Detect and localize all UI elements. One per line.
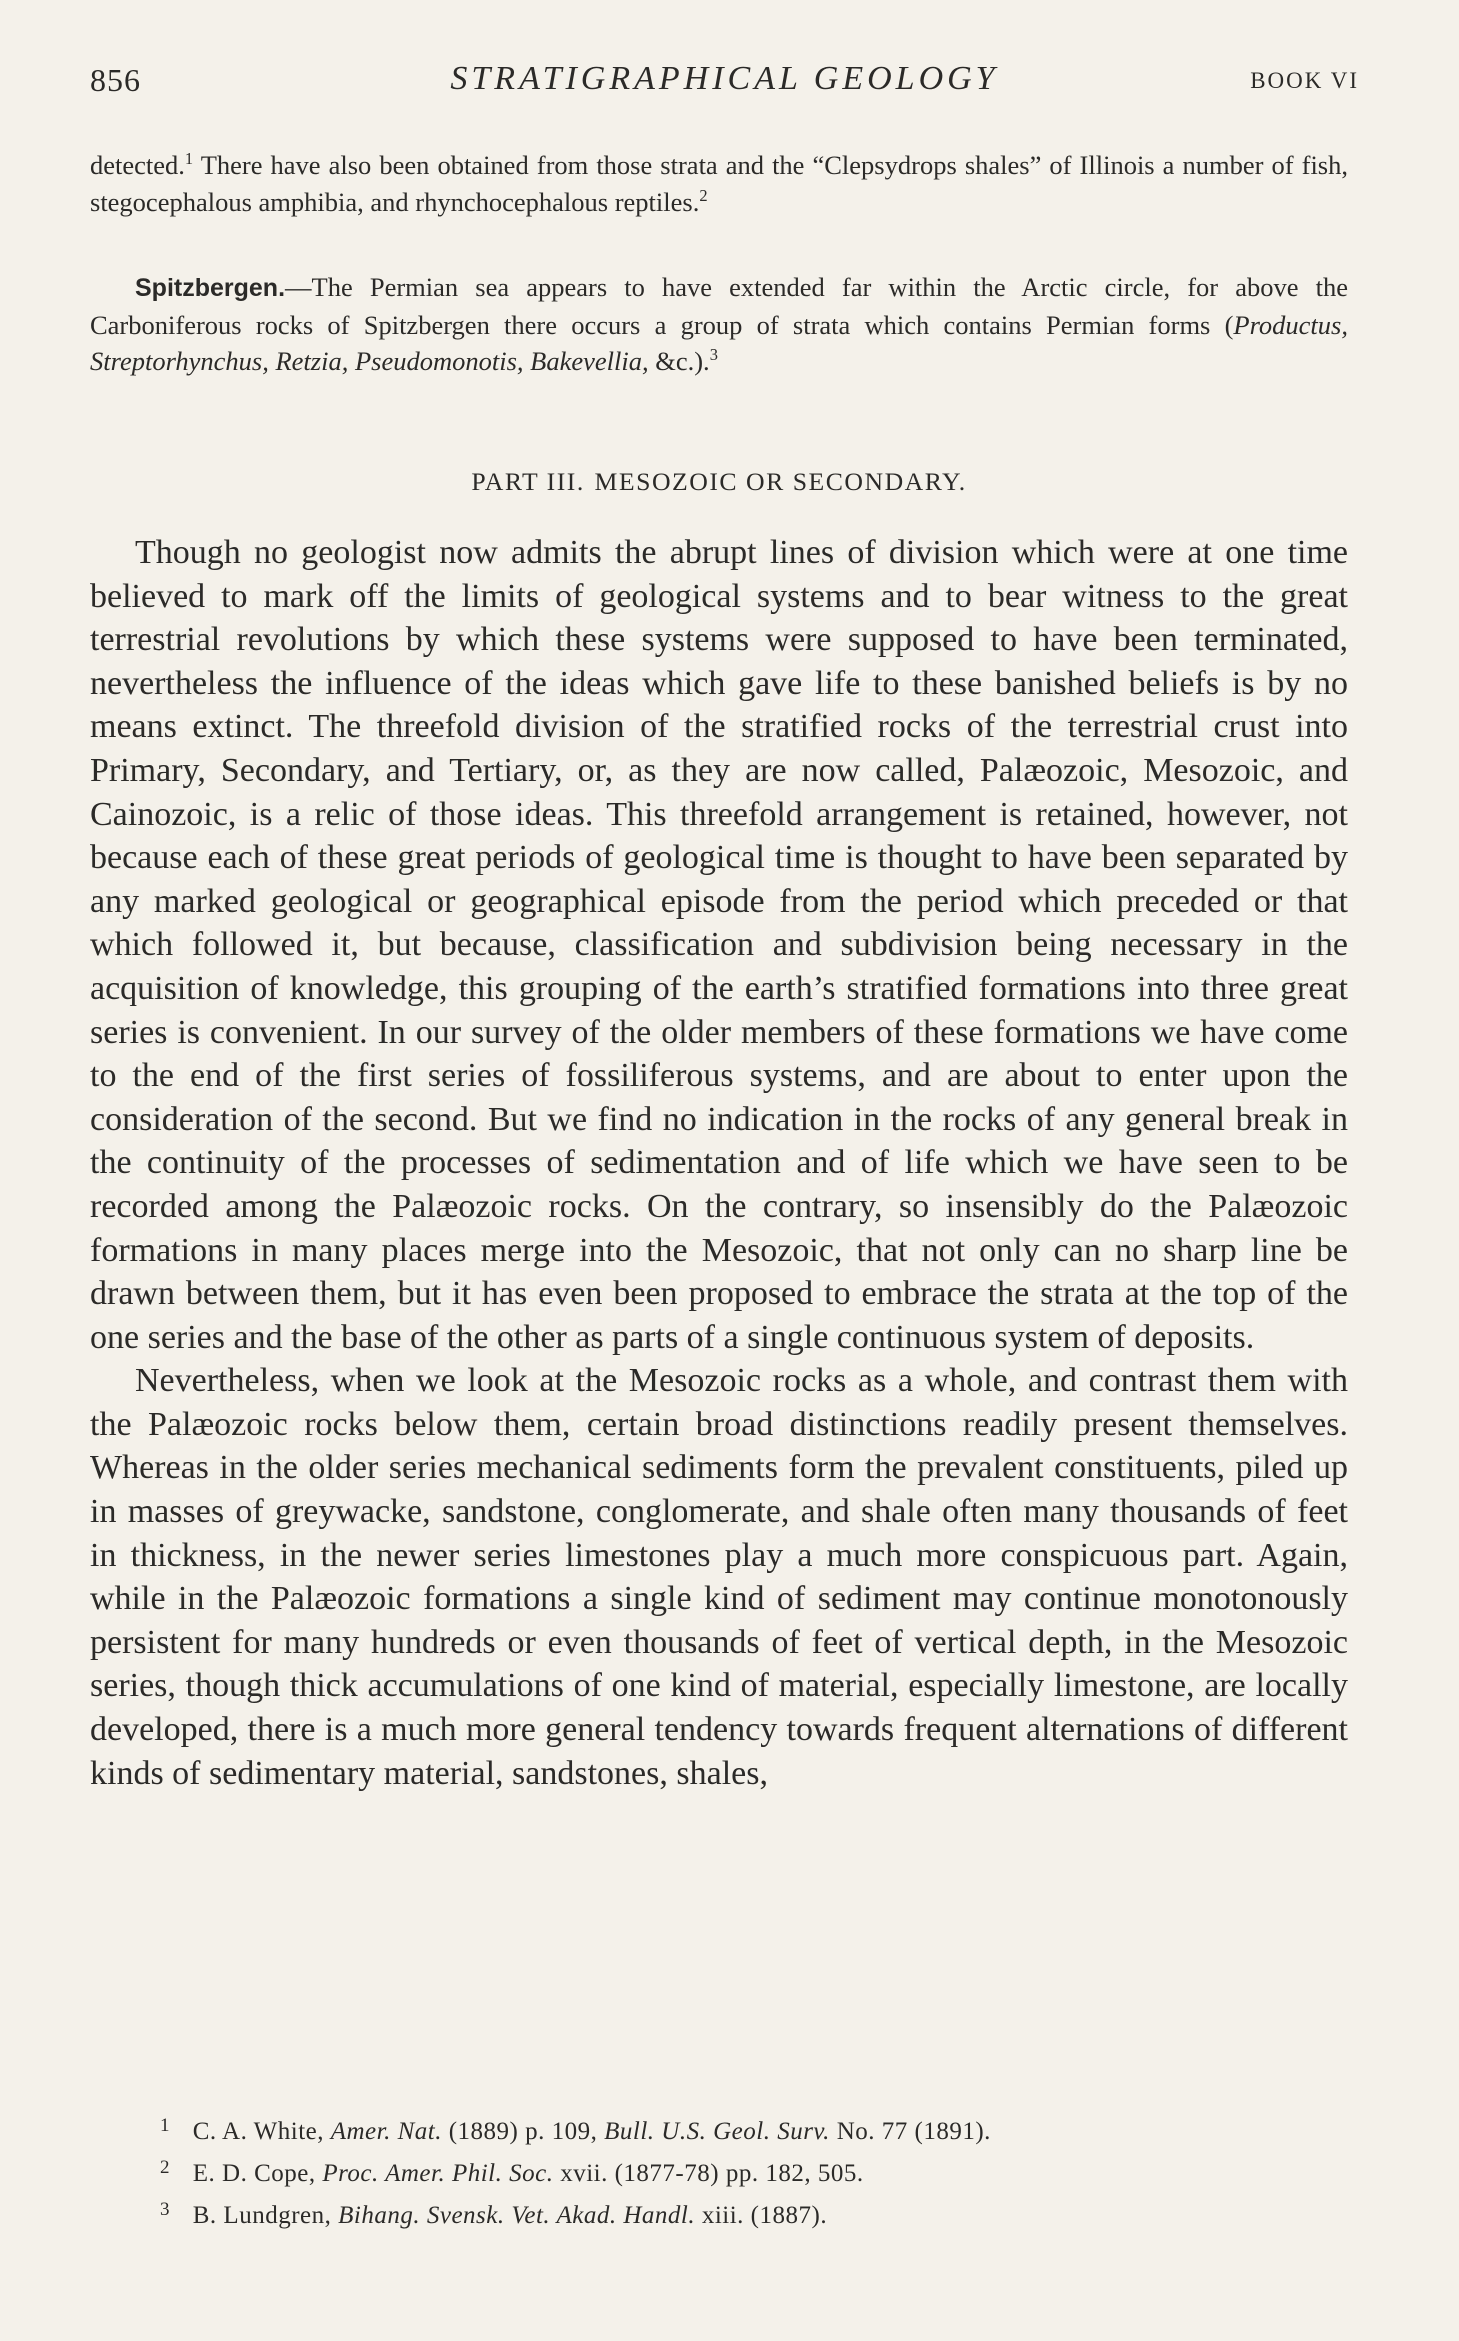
footnote-ref-1: 1: [184, 149, 194, 169]
paragraph: Though no geologist now admits the abrupt lines of division which were at one time believed to mark off the limits of geological systems and to bear witness to the great terrestrial revolutions by which these systems were supposed to have been terminated, nevertheless the influence of the ideas which gave life to these banished beliefs is by no means extinct. The threefold division of the stratified rocks of the terrestrial crust into Primary, Secondary, and Tertiary, or, as they are now called, Palæozoic, Mesozoic, and Cainozoic, is a relic of those ideas. This threefold arrangement is retained, however, not because each of these great periods of geological time is thought to have been separated by any marked geological or geographical episode from the period which preceded or that which followed it, but because, classification and subdivision being necessary in the acquisition of knowledge, this grouping of the earth’s stratified formations into three great series is convenient. In our survey of the older members of these formations we have come to the end of the first series of fossiliferous systems, and are about to enter upon the consideration of the second. But we find no indication in the rocks of any general break in the continuity of the processes of sedimentation and of life which we have seen to be recorded among the Palæozoic rocks. On the contrary, so insensibly do the Palæozoic formations in many places merge into the Mesozoic, that not only can no sharp line be drawn between them, but it has even been proposed to embrace the strata at the top of the one series and the base of the other as parts of a single continuous system of deposits.: [90, 534, 1348, 1356]
part-heading: [90, 462, 1348, 499]
footnote: [160, 2108, 1360, 2150]
footnote-ref-3: 3: [709, 345, 718, 365]
footnote-journal: Proc. Amer. Phil. Soc.: [322, 2160, 554, 2187]
spitzbergen-text: —The Permian sea appears to have extended far within the Arctic circle, for above the Carboniferous rocks of Spitzbergen there occurs a group of strata which contains Permian forms (: [90, 272, 1348, 340]
footnote-journal: Amer. Nat.: [330, 2118, 442, 2145]
spitzbergen-lead: Spitzbergen.: [135, 274, 286, 302]
running-head: [90, 62, 1359, 106]
part-title: MESOZOIC OR SECONDARY.: [594, 467, 967, 496]
continuation-text: detected.: [90, 150, 185, 180]
footnote: [160, 2192, 1360, 2234]
footnote-mark: 3: [160, 2199, 170, 2220]
footnote-mark: 1: [160, 2115, 170, 2136]
page-number: 856: [90, 62, 141, 98]
footnotes: [160, 2108, 1360, 2234]
continuation-text-2: There have also been obtained from those strata and the “Clepsydrops shales” of Illinois a number of fish, stegocephalous amphibia, and rhynchocephalous reptiles.: [90, 150, 1348, 217]
book-label: BOOK VI: [1250, 68, 1359, 93]
footnote-journal: Bull. U.S. Geol. Surv.: [604, 2118, 830, 2145]
footnote-mark: 2: [160, 2157, 170, 2178]
spitzbergen-paragraph: [90, 269, 1348, 380]
footnote: [160, 2150, 1360, 2192]
footnote-author: E. D. Cope,: [192, 2160, 316, 2187]
main-text: [90, 531, 1348, 1795]
paragraph: Nevertheless, when we look at the Mesozoic rocks as a whole, and contrast them with the Palæozoic rocks below them, certain broad distinctions readily present themselves. Whereas in the older series mechanical sediments form the prevalent constituents, piled up in masses of greywacke, sandstone, conglomerate, and shale often many thousands of feet in thickness, in the newer series limestones play a much more conspicuous part. Again, while in the Palæozoic formations a single kind of sediment may continue monotonously persistent for many hundreds or even thousands of feet of vertical depth, in the Mesozoic series, though thick accumulations of one kind of material, especially limestone, are locally developed, there is a much more general tendency towards frequent alternations of different kinds of sedimentary material, sandstones, shales,: [90, 1362, 1348, 1792]
footnote-author: B. Lundgren,: [192, 2202, 332, 2229]
continuation-paragraph: [90, 147, 1348, 220]
footnote-ref: (1889) p. 109,: [448, 2118, 598, 2145]
footnote-ref: xiii. (1887).: [701, 2202, 828, 2229]
footnote-ref-2: 2: [699, 185, 708, 205]
spitzbergen-text-2: &c.).: [648, 346, 710, 376]
footnote-ref: No. 77 (1891).: [836, 2118, 991, 2145]
footnote-ref: xvii. (1877-78) pp. 182, 505.: [560, 2160, 864, 2187]
spitzbergen-forms: Productus, Streptorhynchus, Retzia, Pseudomonotis, Bakevellia,: [90, 309, 1348, 376]
running-title: STRATIGRAPHICAL GEOLOGY: [450, 60, 999, 97]
footnote-journal: Bihang. Svensk. Vet. Akad. Handl.: [338, 2202, 696, 2229]
part-label: PART III.: [471, 467, 585, 496]
footnote-author: C. A. White,: [192, 2118, 324, 2145]
